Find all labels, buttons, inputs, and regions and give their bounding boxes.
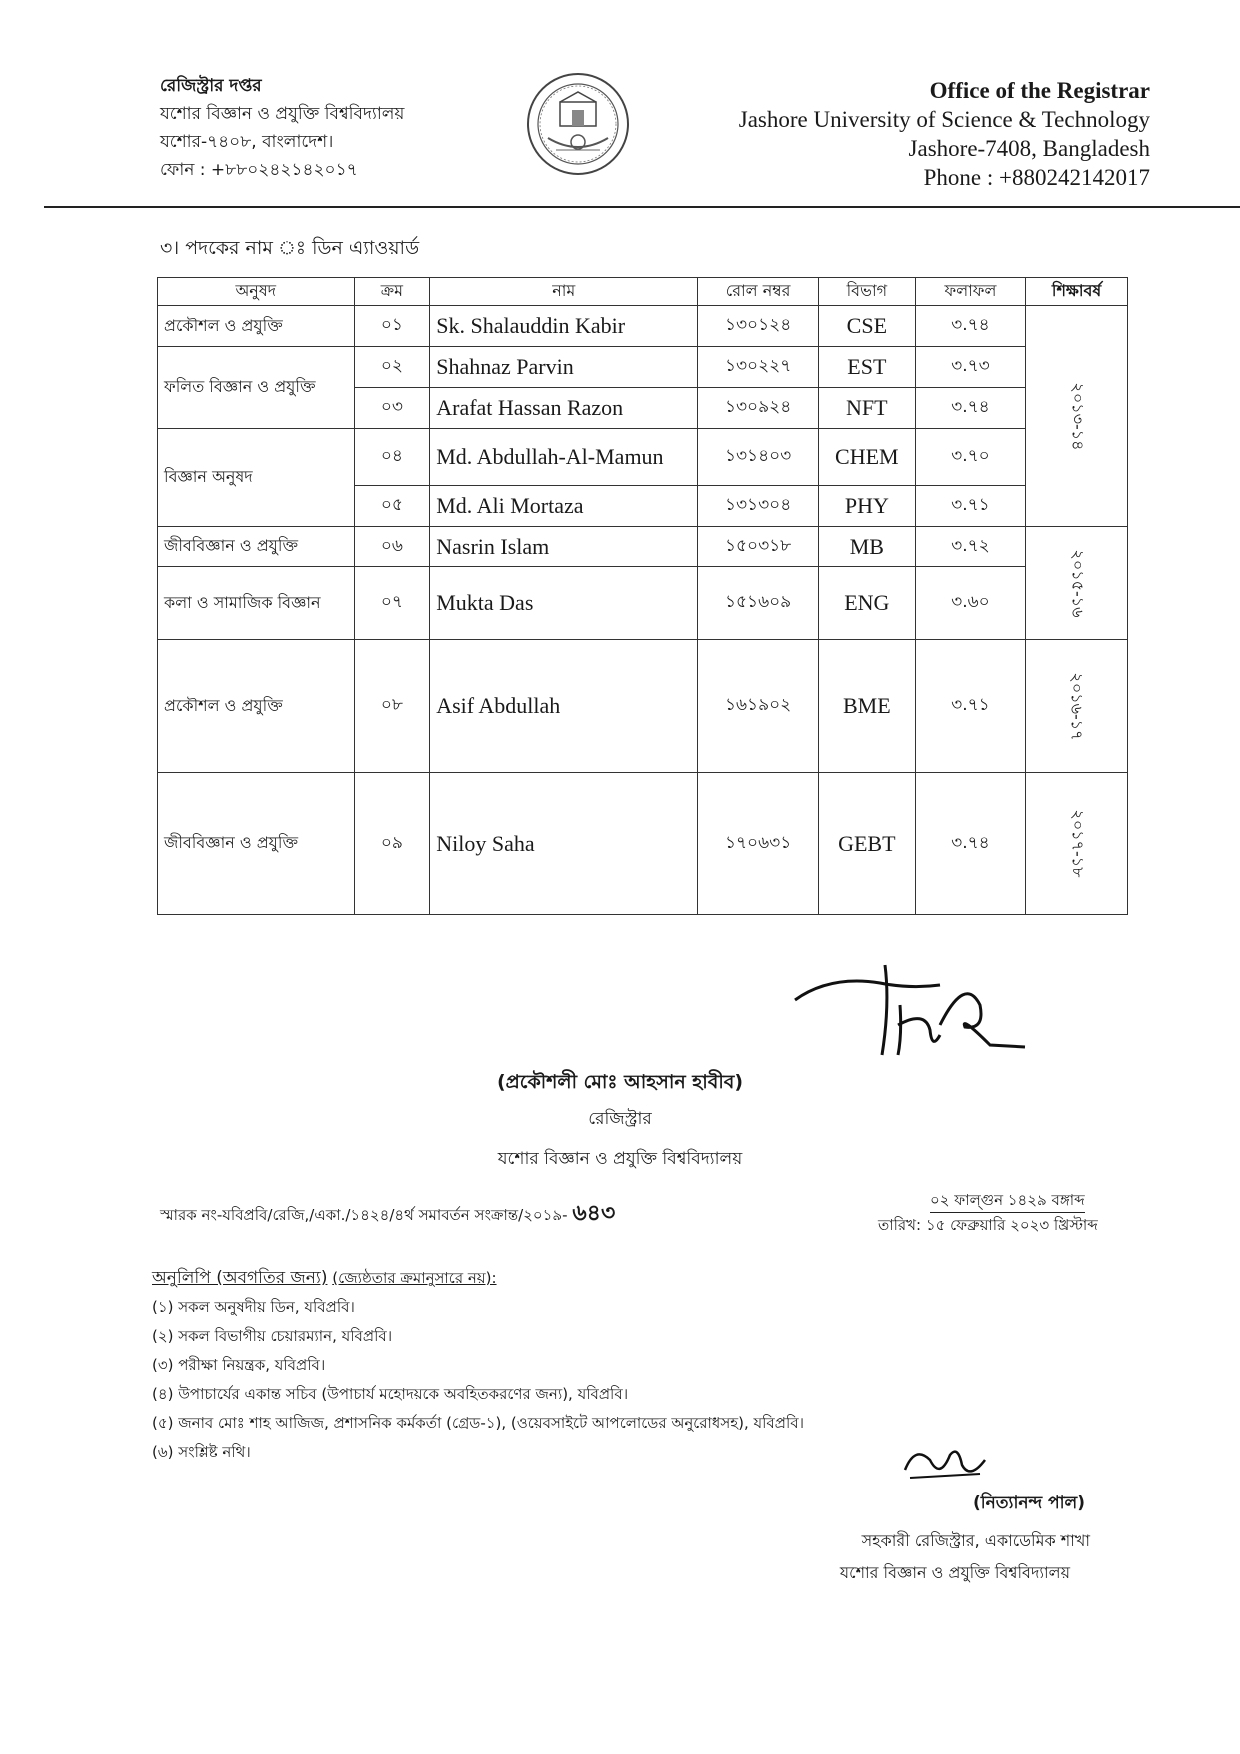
cell-serial: ০৭ [354, 567, 430, 640]
cell-serial: ০২ [354, 347, 430, 388]
cell-department: MB [818, 527, 915, 567]
header-department: বিভাগ [818, 278, 915, 306]
university-seal-icon [526, 72, 630, 176]
dean-award-table [157, 277, 1128, 915]
copy-distribution-list [152, 1264, 804, 1467]
header-bangla-address [160, 72, 404, 184]
cell-session [1026, 773, 1128, 915]
header-en-line-2: Jashore-7408, Bangladesh [908, 136, 1150, 161]
header-en-line-3: Phone : +880242142017 [923, 165, 1150, 190]
header-english-address [739, 76, 1150, 192]
cell-roll: ১৩০২২৭ [698, 347, 819, 388]
cell-serial: ০৬ [354, 527, 430, 567]
date-bangla: ০২ ফাল্গুন ১৪২৯ বঙ্গাব্দ [930, 1188, 1085, 1213]
header-faculty: অনুষদ [158, 278, 355, 306]
header-roll: রোল নম্বর [698, 278, 819, 306]
list-item: (১) সকল অনুষদীয় ডিন, যবিপ্রবি। [152, 1298, 355, 1316]
cell-faculty: জীববিজ্ঞান ও প্রযুক্তি [158, 773, 355, 915]
cell-department: GEBT [818, 773, 915, 915]
cell-department: CHEM [818, 429, 915, 486]
office-title: Office of the Registrar [929, 78, 1150, 103]
table-row [158, 527, 1128, 567]
cell-department: ENG [818, 567, 915, 640]
assistant-registrar-name: (নিত্যানন্দ পাল) [972, 1493, 1085, 1513]
header-result: ফলাফল [915, 278, 1025, 306]
list-item: (৩) পরীক্ষা নিয়ন্ত্রক, যবিপ্রবি। [152, 1356, 326, 1374]
cell-roll: ১৭০৬৩১ [698, 773, 819, 915]
header-en-line-1: Jashore University of Science & Technology [738, 107, 1150, 132]
cell-serial: ০৪ [354, 429, 430, 486]
table-row [158, 640, 1128, 773]
cell-result: ৩.৭১ [915, 486, 1025, 527]
cell-department: NFT [818, 388, 915, 429]
list-item: (৫) জনাব মোঃ শাহ আজিজ, প্রশাসনিক কর্মকর্তা (গ্রেড-১), (ওয়েবসাইটে আপলোডের অনুরোধসহ), যবিপ্রবি। [152, 1414, 804, 1432]
cell-result: ৩.৭১ [915, 640, 1025, 773]
cell-session [1026, 640, 1128, 773]
cell-serial: ০১ [354, 306, 430, 347]
cell-serial: ০৮ [354, 640, 430, 773]
cell-session [1026, 527, 1128, 640]
registrar-signature-icon [790, 955, 1030, 1065]
cell-roll: ১৩১৪০৩ [698, 429, 819, 486]
copy-heading [152, 1264, 804, 1293]
section-title: ৩। পদকের নাম ঃ ডিন এ্যাওয়ার্ড [160, 237, 420, 259]
session-label: ২০১৬-১৭ [1068, 671, 1088, 741]
cell-name: Sk. Shalauddin Kabir [430, 306, 698, 347]
cell-roll: ১৫০৩১৮ [698, 527, 819, 567]
cell-roll: ১৩১৩০৪ [698, 486, 819, 527]
table-row [158, 429, 1128, 486]
cell-roll: ১৩০৯২৪ [698, 388, 819, 429]
cell-department: BME [818, 640, 915, 773]
header-session: শিক্ষাবর্ষ [1026, 278, 1128, 306]
cell-name: Nasrin Islam [430, 527, 698, 567]
cell-roll: ১৫১৬০৯ [698, 567, 819, 640]
date-label: তারিখ: [878, 1216, 922, 1234]
registrar-organization: যশোর বিজ্ঞান ও প্রযুক্তি বিশ্ববিদ্যালয় [497, 1149, 743, 1169]
copy-title: অনুলিপি (অবগতির জন্য) [152, 1268, 328, 1288]
session-label: ২০১৩-১৪ [1068, 381, 1088, 451]
assistant-registrar-organization: যশোর বিজ্ঞান ও প্রযুক্তি বিশ্ববিদ্যালয় [839, 1563, 1070, 1582]
copy-note: (জ্যেষ্ঠতার ক্রমানুসারে নয়): [332, 1269, 497, 1287]
cell-department: EST [818, 347, 915, 388]
cell-result: ৩.৭৪ [915, 388, 1025, 429]
header-name: নাম [430, 278, 698, 306]
registrar-name: (প্রকৌশলী মোঃ আহসান হাবীব) [496, 1071, 744, 1093]
cell-department: PHY [818, 486, 915, 527]
header-bn-line-4: ফোন : +৮৮০২৪২১৪২০১৭ [160, 160, 358, 180]
date-english: ১৫ ফেব্রুয়ারি ২০২৩ খ্রিস্টাব্দ [925, 1216, 1098, 1234]
cell-result: ৩.৭৩ [915, 347, 1025, 388]
cell-name: Asif Abdullah [430, 640, 698, 773]
memo-reference [160, 1196, 615, 1233]
cell-name: Md. Ali Mortaza [430, 486, 698, 527]
assistant-registrar-signature-icon [900, 1440, 990, 1490]
table-row [158, 773, 1128, 915]
cell-result: ৩.৭৪ [915, 773, 1025, 915]
session-label: ২০১৭-১৮ [1068, 809, 1088, 878]
memo-ref-text: স্মারক নং-যবিপ্রবি/রেজি,/একা./১৪২৪/৪র্থ সমাবর্তন সংক্রান্ত/২০১৯- [160, 1206, 568, 1224]
cell-roll: ১৬১৯০২ [698, 640, 819, 773]
cell-name: Niloy Saha [430, 773, 698, 915]
cell-name: Mukta Das [430, 567, 698, 640]
registrar-designation: রেজিস্ট্রার [588, 1109, 652, 1129]
header-bn-line-2: যশোর বিজ্ঞান ও প্রযুক্তি বিশ্ববিদ্যালয় [160, 104, 405, 124]
header-serial: ক্রম [354, 278, 430, 306]
cell-faculty: জীববিজ্ঞান ও প্রযুক্তি [158, 527, 355, 567]
cell-faculty: কলা ও সামাজিক বিজ্ঞান [158, 567, 355, 640]
cell-session [1026, 306, 1128, 527]
cell-name: Shahnaz Parvin [430, 347, 698, 388]
cell-result: ৩.৬০ [915, 567, 1025, 640]
cell-serial: ০৯ [354, 773, 430, 915]
memo-date [878, 1188, 1098, 1237]
cell-serial: ০৩ [354, 388, 430, 429]
table-row [158, 567, 1128, 640]
cell-faculty: বিজ্ঞান অনুষদ [158, 429, 355, 527]
cell-name: Md. Abdullah-Al-Mamun [430, 429, 698, 486]
cell-result: ৩.৭০ [915, 429, 1025, 486]
table-row [158, 306, 1128, 347]
list-item: (২) সকল বিভাগীয় চেয়ারম্যান, যবিপ্রবি। [152, 1327, 393, 1345]
table-row [158, 347, 1128, 388]
cell-result: ৩.৭৪ [915, 306, 1025, 347]
header-bn-line-1: রেজিস্ট্রার দপ্তর [160, 76, 262, 96]
cell-faculty: ফলিত বিজ্ঞান ও প্রযুক্তি [158, 347, 355, 429]
assistant-registrar-designation: সহকারী রেজিস্ট্রার, একাডেমিক শাখা [861, 1531, 1090, 1550]
cell-department: CSE [818, 306, 915, 347]
session-label: ২০১৫-১৬ [1068, 548, 1088, 618]
header-bn-line-3: যশোর-৭৪০৮, বাংলাদেশ। [160, 132, 334, 152]
list-item: (৪) উপাচার্যের একান্ত সচিব (উপাচার্য মহোদয়কে অবহিতকরণের জন্য), যবিপ্রবি। [152, 1385, 629, 1403]
cell-faculty: প্রকৌশল ও প্রযুক্তি [158, 306, 355, 347]
cell-result: ৩.৭২ [915, 527, 1025, 567]
cell-name: Arafat Hassan Razon [430, 388, 698, 429]
cell-faculty: প্রকৌশল ও প্রযুক্তি [158, 640, 355, 773]
table-header-row [158, 278, 1128, 306]
cell-serial: ০৫ [354, 486, 430, 527]
list-item: (৬) সংশ্লিষ্ট নথি। [152, 1443, 251, 1461]
memo-ref-number: ৬৪৩ [572, 1201, 616, 1226]
cell-roll: ১৩০১২৪ [698, 306, 819, 347]
header-divider [44, 206, 1240, 208]
